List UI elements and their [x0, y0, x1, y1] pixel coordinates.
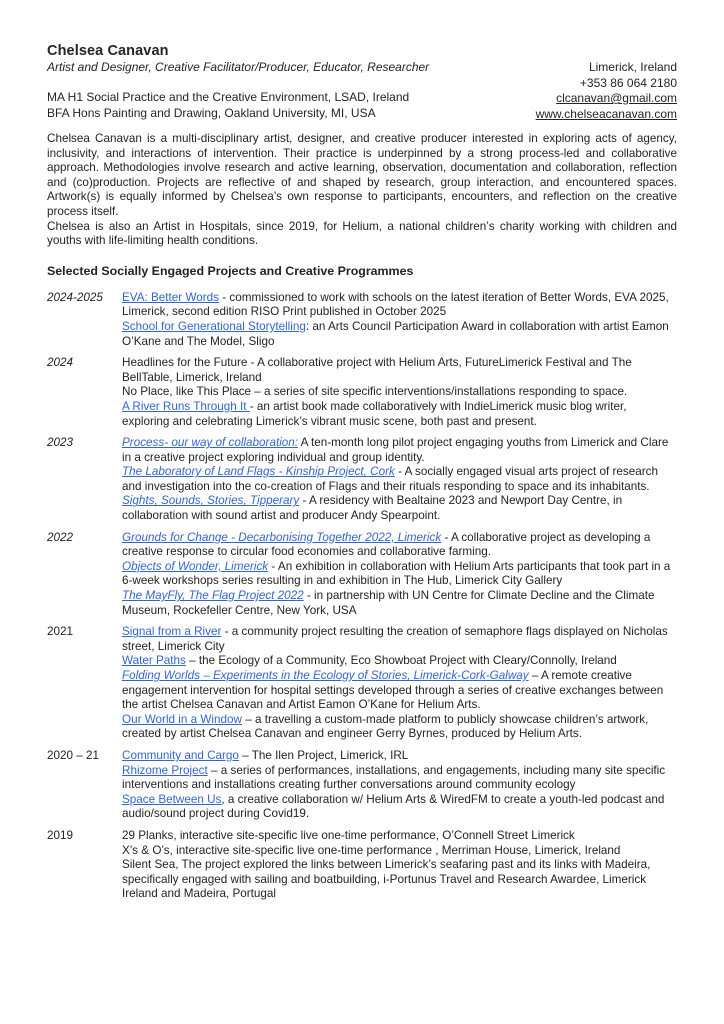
person-subtitle: Artist and Designer, Creative Facilitator/Producer, Educator, Researcher	[47, 60, 430, 74]
project-item	[122, 356, 677, 385]
project-item	[122, 385, 677, 400]
project-text: – the Ecology of a Community, Eco Showboat Project with Cleary/Connolly, Ireland	[185, 654, 617, 668]
header-left	[47, 42, 429, 121]
contact-website-link[interactable]: www.chelseacanavan.com	[535, 106, 677, 121]
project-item	[122, 291, 677, 320]
project-link[interactable]: Folding Worlds – Experiments in the Ecology of Stories, Limerick-Cork-Galway	[122, 669, 529, 682]
project-text: – The Ilen Project, Limerick, IRL	[238, 748, 409, 762]
entry-year: 2023	[47, 436, 74, 450]
project-link[interactable]: Our World in a Window	[122, 712, 242, 726]
entry-items	[122, 749, 677, 822]
project-text: – A remote creative engagement intervention for hospital settings developed through a series of creative exchanges between the artist Chelsea Canavan and Artist Eamon O’Kane for Helium Arts.	[122, 669, 664, 712]
bio-paragraph-1: Chelsea Canavan is a multi-disciplinary artist, designer, and creative producer interested in exploring acts of agency, inclusivity, and interactions of intervention. Their practice is underpinned by a strong process-led and collaborative approach. Methodologies involve research and active learning, observation, documentation and collaboration, reflection and (co)production. Projects are reflective of and shaped by research, group interaction, and encountered spaces. Artwork(s) is equally informed by Chelsea’s own response to participants, encounters, and reflection on the creative process itself.	[47, 132, 677, 218]
entry-year: 2020 – 21	[47, 748, 99, 762]
project-item	[122, 669, 677, 713]
project-item	[122, 560, 677, 589]
project-text: 29 Planks, interactive site-specific live one-time performance, O’Connell Street Limerick	[122, 828, 575, 842]
project-item	[122, 793, 677, 822]
project-item	[122, 764, 677, 793]
project-link[interactable]: Sights, Sounds, Stories, Tipperary	[122, 494, 300, 508]
project-link[interactable]: The Laboratory of Land Flags - Kinship Project, Cork	[122, 465, 395, 479]
project-item	[122, 654, 677, 669]
entry-items	[122, 436, 677, 524]
project-link[interactable]: Signal from a River	[122, 625, 222, 639]
project-item	[122, 436, 677, 465]
project-text: - An exhibition in collaboration with Helium Arts participants that took part in a 6-week workshops series resulting in and exhibition in The Hub, Limerick City Gallery	[122, 559, 671, 588]
project-text: - A socially engaged visual arts project of research and investigation into the co-creation of Flags and their rituals responding to space and its inhabitants.	[122, 465, 658, 493]
project-text: No Place, like This Place – a series of site specific interventions/installations responding to space.	[122, 385, 628, 399]
education-line-bfa: BFA Hons Painting and Drawing, Oakland University, MI, USA	[47, 105, 376, 120]
project-item	[122, 494, 677, 523]
project-item	[122, 749, 677, 764]
contact-phone: +353 86 064 2180	[579, 75, 677, 90]
project-link[interactable]: School for Generational Storytelling	[122, 319, 306, 333]
project-text: – a series of performances, installations, and engagements, including many site specific interventions and installations creating further conversations around community ecology	[122, 763, 666, 792]
project-link[interactable]: Objects of Wonder, Limerick	[122, 559, 269, 573]
project-item	[122, 465, 677, 494]
project-text: - an artist book made collaboratively with IndieLimerick music blog writer, exploring and celebrating Limerick’s vibrant music scene, both past and present.	[122, 399, 627, 428]
project-link[interactable]: Community and Cargo	[122, 748, 239, 762]
entry-items	[122, 625, 677, 742]
project-item	[122, 844, 677, 859]
project-text: - a community project resulting the creation of semaphore flags displayed on Nicholas street, Limerick City	[122, 625, 668, 653]
projects-list	[47, 291, 677, 902]
project-item	[122, 713, 677, 742]
project-link[interactable]: Water Paths	[122, 654, 186, 668]
project-text: - commissioned to work with schools on the latest iteration of Better Words, EVA 2025, Limerick, second edition RISO Print published in October 2025	[122, 290, 669, 319]
project-item	[122, 829, 677, 844]
entry-year: 2024	[47, 356, 74, 370]
project-text: A ten-month long pilot project engaging youths from Limerick and Clare in a creative project exploring individual and group identity.	[122, 436, 669, 464]
project-link[interactable]: The MayFly, The Flag Project 2022	[122, 589, 304, 603]
section-title: Selected Socially Engaged Projects and Creative Programmes	[47, 263, 414, 278]
bio-paragraph-2: Chelsea is also an Artist in Hospitals, since 2019, for Helium, a national children’s charity working with children and youths with life-limiting health conditions.	[47, 219, 677, 248]
education-line-ma: MA H1 Social Practice and the Creative Environment, LSAD, Ireland	[47, 90, 410, 104]
project-text: X’s & O’s, interactive site-specific live one-time performance , Merriman House, Limerick, Ireland	[122, 843, 621, 857]
project-link[interactable]: Grounds for Change - Decarbonising Together 2022, Limerick	[122, 530, 442, 544]
project-link[interactable]: Process- our way of collaboration:	[122, 436, 299, 450]
project-entry	[47, 749, 677, 822]
project-link[interactable]: Space Between Us	[122, 792, 222, 806]
entry-items	[122, 356, 677, 429]
project-item	[122, 400, 677, 429]
entry-items	[122, 291, 677, 349]
project-link[interactable]: EVA: Better Words	[122, 290, 219, 304]
project-text: , a creative collaboration w/ Helium Arts & WiredFM to create a youth-led podcast and audio/sound project during Covid19.	[122, 792, 665, 821]
project-text: Silent Sea, The project explored the links between Limerick’s seafaring past and its links with Madeira, specifically engaged with sailing and boatbuilding, i-Portunus Travel and Research Awardee, Limerick Ireland and Madeira, Portugal	[122, 858, 651, 901]
project-link[interactable]: Rhizome Project	[122, 763, 208, 777]
entry-year: 2022	[47, 530, 74, 544]
entry-items	[122, 829, 677, 902]
project-item	[122, 625, 677, 654]
project-text: - in partnership with UN Centre for Climate Decline and the Climate Museum, Rockefeller Centre, New York, USA	[122, 589, 655, 617]
project-entry	[47, 436, 677, 524]
project-entry	[47, 531, 677, 619]
project-text: - A collaborative project as developing a creative response to circular food economies and collaborative farming.	[122, 530, 651, 559]
person-name: Chelsea Canavan	[47, 43, 169, 59]
project-text: Headlines for the Future - A collaborative project with Helium Arts, FutureLimerick Festival and The BellTable, Limerick, Ireland	[122, 356, 632, 384]
project-item	[122, 589, 677, 618]
project-text: – a travelling a custom-made platform to publicly showcase children’s artwork, created by artist Chelsea Canavan and engineer Gerry Byrnes, produced by Helium Arts.	[122, 712, 649, 741]
project-text: : an Arts Council Participation Award in collaboration with artist Eamon O’Kane and The Model, Sligo	[122, 319, 669, 348]
entry-year: 2024-2025	[47, 290, 103, 304]
project-text: - A residency with Bealtaine 2023 and Newport Day Centre, in collaboration with sound artist and producer Andy Spearpoint.	[122, 494, 623, 523]
entry-year: 2021	[47, 625, 74, 639]
project-entry	[47, 291, 677, 349]
contact-location: Limerick, Ireland	[588, 60, 677, 74]
entry-items	[122, 531, 677, 619]
project-entry	[47, 625, 677, 742]
project-link[interactable]: A River Runs Through It	[122, 399, 250, 413]
contact-email-link[interactable]: clcanavan@gmail.com	[556, 91, 677, 105]
project-item	[122, 531, 677, 560]
project-entry	[47, 356, 677, 429]
bio-section	[47, 132, 677, 249]
entry-year: 2019	[47, 828, 74, 842]
project-item	[122, 320, 677, 349]
education-block	[47, 90, 429, 121]
project-item	[122, 858, 677, 902]
contact-block	[536, 60, 677, 122]
header	[47, 42, 677, 122]
project-entry	[47, 829, 677, 902]
